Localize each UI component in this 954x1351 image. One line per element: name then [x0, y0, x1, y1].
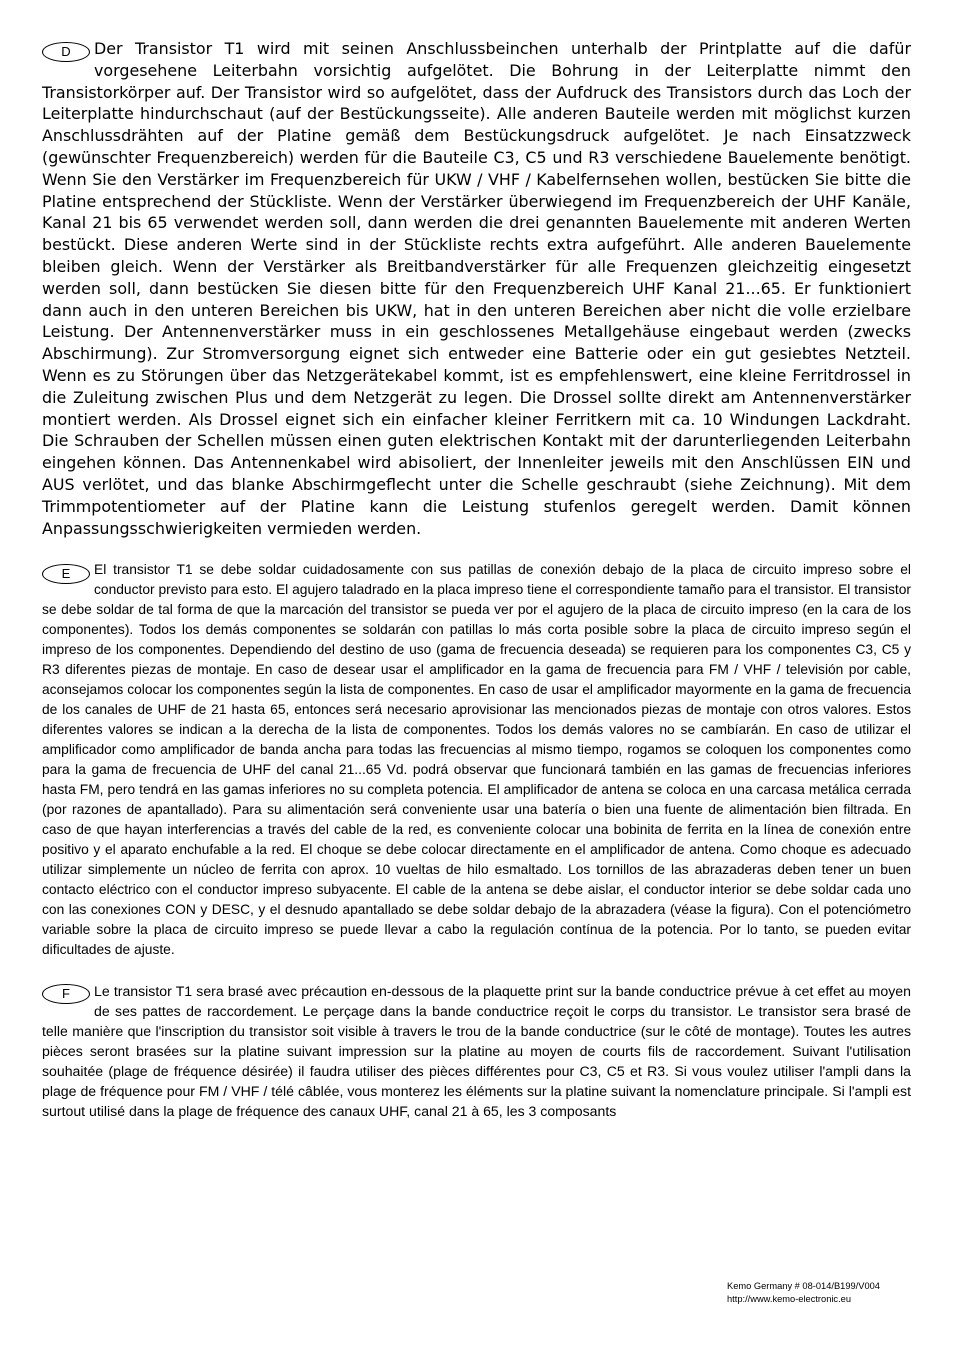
section-spanish-text: El transistor T1 se debe soldar cuidadosamente con sus patillas de conexión debajo de la placa de circuito impreso sobre el conductor previsto para esto. El agujero taladrado en la placa impreso tiene el correspondiente tamaño para el transistor. El transistor se debe soldar de tal forma de que la marcación del transistor se pueda ver por el agujero de la placa de circuito impreso (en la cara de los componentes). Todos los demás componentes se soldarán con patillas lo más corta posible sobre la placa de circuito impreso según el impreso de los componentes. Dependiendo del destino de uso (gama de frecuencia deseada) se requieren para los componentes C3, C5 y R3 diferentes piezas de montaje. En caso de desear usar el amplificador en la gama de frecuencia para FM / VHF / televisión por cable, aconsejamos colocar los componentes según la lista de componentes. En caso de usar el amplificador mayormente en la gama de frecuencia de los canales de UHF de 21 hasta 65, entonces será necesario aprovisionar las mencionados piezas de montaje con otros valores. Estos diferentes valores se indican a la derecha de la lista de componentes. Todos los demás valores no se cambíarán. En caso de utilizar el amplificador como amplificador de banda ancha para todas las frecuencias al mismo tiempo, rogamos se coloquen los componentes como para la gama de frecuencia de UHF del canal 21...65 Vd. podrá observar que funcionará también en las gamas de frecuencias inferiores hasta FM, pero tendrá en las gamas inferiores no su completa potencia. El amplificador de antena se coloca en una carcasa metálica cerrada (por razones de apantallado). Para su alimentación será conveniente usar una batería o bien una fuente de alimentación bien filtrada. En caso de que hayan interferencias a través del cable de la red, es conveniente colocar una bobinita de ferrita en la línea de conexión entre positivo y el aparato enchufable a la red. El choque se debe colocar directamente en el amplificador de antena. Como choque es adecuado utilizar simplemente un núcleo de ferrita con aprox. 10 vueltas de hilo esmaltado. Los tornillos de las abrazaderas deben tener un buen contacto eléctrico con el conductor impreso subyacente. El cable de la antena se debe aislar, el conductor interior se debe soldar cada uno con las conexiones CON y DESC, y el desnudo apantallado se debe soldar debajo de la abrazadera (véase la figura). Con el potenciómetro variable sobre la placa de circuito impreso se puede llevar a cabo la regulación contínua de la potencia. Por lo tanto, se pueden evitar dificultades de ajuste. [42, 562, 911, 958]
language-badge-es: E [42, 564, 90, 584]
footer-product-code: Kemo Germany # 08-014/B199/V004 [727, 1281, 880, 1291]
footer-website-link[interactable]: http://www.kemo-electronic.eu [727, 1293, 852, 1304]
section-french-text: Le transistor T1 sera brasé avec précaution en-dessous de la plaquette print sur la bande conductrice prévue à cet effet au moyen de ses pattes de raccordement. Le perçage dans la bande conductrice reçoit le corps du transistor. Le transistor sera brasé de telle manière que l'inscription du transistor soit visible à travers le trou de la bande conductrice (sur le côté de montage). Toutes les autres pièces seront brasées sur la platine suivant impression sur la platine au moyen de courts fils de raccordement. Suivant l'utilisation souhaitée (plage de fréquence désirée) il faudra utiliser des pièces différentes pour C3, C5 et R3. Si vous voulez utiliser l'ampli dans la plage de fréquence pour FM / VHF / télé câblée, vous monterez les éléments sur la platine suivant la nomenclature principale. Si l'ampli est surtout utilisé dans la plage de fréquence des canaux UHF, canal 21 à 65, les 3 composants [42, 983, 911, 1120]
language-badge-fr: F [42, 984, 90, 1004]
section-french [42, 981, 911, 1121]
section-german [42, 38, 911, 539]
language-badge-de: D [42, 42, 90, 62]
section-german-text: Der Transistor T1 wird mit seinen Anschlussbeinchen unterhalb der Printplatte auf die dafür vorgesehene Leiterbahn vorsichtig aufgelötet. Die Bohrung in der Leiterplatte nimmt den Transistorkörper auf. Der Transistor wird so aufgelötet, dass der Aufdruck des Transistors durch das Loch der Leiterplatte hindurchschaut (auf der Bestückungsseite). Alle anderen Bauteile werden mit möglichst kurzen Anschlussdrähten auf der Platine gemäß dem Bestückungsdruck aufgelötet. Je nach Einsatzzweck (gewünschter Frequenzbereich) werden für die Bauteile C3, C5 und R3 verschiedene Bauelemente benötigt. Wenn Sie den Verstärker im Frequenzbereich für UKW / VHF / Kabelfernsehen wollen, bestücken Sie bitte die Platine entsprechend der Stückliste. Wenn der Verstärker überwiegend im Frequenzbereich der UHF Kanäle, Kanal 21 bis 65 verwendet werden soll, dann werden die drei genannten Bauelemente mit anderen Werten bestückt. Diese anderen Werte sind in der Stückliste rechts extra aufgeführt. Alle anderen Bauelemente bleiben gleich. Wenn der Verstärker als Breitbandverstärker für alle Frequenzen gleichzeitig eingesetzt werden soll, dann bestücken Sie diesen bitte für den Frequenzbereich UHF Kanal 21...65. Er funktioniert dann auch in den unteren Bereichen bis UKW, hat in den unteren Bereichen aber nicht die volle erzielbare Leistung. Der Antennenverstärker muss in ein geschlossenes Metallgehäuse eingebaut werden (zwecks Abschirmung). Zur Stromversorgung eignet sich entweder eine Batterie oder ein gut gesiebtes Netzteil. Wenn es zu Störungen über das Netzgerätekabel kommt, ist es empfehlenswert, eine kleine Ferritdrossel in die Zuleitung zwischen Plus und dem Netzgerät zu legen. Die Drossel sollte direkt am Antennenverstärker montiert werden. Als Drossel eignet sich ein einfacher kleiner Ferritkern mit ca. 10 Windungen Lackdraht. Die Schrauben der Schellen müssen einen guten elektrischen Kontakt mit der darunterliegenden Leiterbahn eingehen können. Das Antennenkabel wird abisoliert, der Innenleiter jeweils mit den Anschlüssen EIN und AUS verlötet, und das blanke Abschirmgeflecht unter die Schelle geschraubt (siehe Zeichnung). Mit dem Trimmpotentiometer auf der Platine kann die Leistung stufenlos geregelt werden. Damit können Anpassungsschwierigkeiten vermieden werden. [42, 39, 911, 538]
document-page [42, 38, 911, 1121]
footer [727, 1280, 917, 1305]
section-spanish [42, 560, 911, 960]
